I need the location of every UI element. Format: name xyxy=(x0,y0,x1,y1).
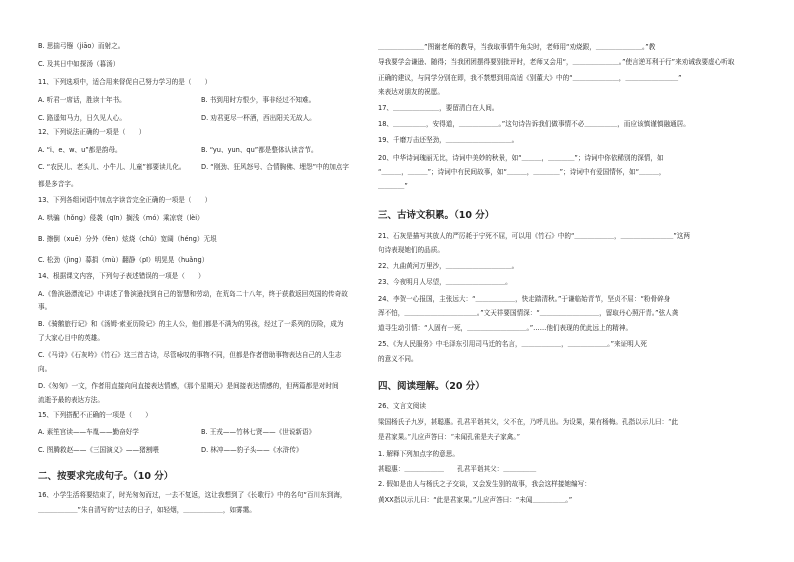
question-line: 18、＿＿＿＿＿，安得道，＿＿＿＿＿＿。”这句诗告诉我们做事情不必＿＿＿＿＿，而应该慎谨慎融通居。 xyxy=(378,120,690,128)
question-line: 19、千磨万击还坚劲，＿＿＿＿＿＿＿＿＿＿。 xyxy=(378,136,519,144)
question-line: 22、九曲黄河万里沙，＿＿＿＿＿＿＿＿＿＿。 xyxy=(378,262,519,270)
question-line: 24、李贺一心报国，主张远大：“＿＿＿＿＿＿，快走踏清秋。”于谦临始青节，坚贞不屈：“粉骨碎身 xyxy=(378,295,671,303)
question-line: C. 松劲（jìng）募捐（mù）翻静（pī）明晃晃（huǎng） xyxy=(38,256,209,264)
question-line: B. 擦倒（xuē）分外（fèn）炫烧（chǔ）宽阔（héng）无垠 xyxy=(38,235,217,243)
question-line: ＿＿＿＿＿＿”朱自清写的“过去的日子，如轻烟，＿＿＿＿＿＿，如雾霭。 xyxy=(38,506,256,514)
question-line: 来表达对朋友的祝愿。 xyxy=(378,88,444,96)
section-heading: 四、阅读理解。（20 分） xyxy=(378,381,485,392)
question-line: B. 思揣弓镪（jiāo）而射之。 xyxy=(38,42,125,50)
question-line: A. 哄骗（hǒng）侵袭（qīn）搁浅（mó）乘凉衰（lèi） xyxy=(38,214,204,222)
question-line: 13、下列各组词语中加点字读音完全正确的一项是（ ） xyxy=(38,196,212,204)
question-line: 黄XX指以示儿曰：“此是君家果。”儿应声答曰：“未闻＿＿＿＿＿。” xyxy=(378,496,573,504)
question-line: A. “i、e、w、u”都是韵母。 xyxy=(38,146,122,154)
question-line: D. 林冲——豹子头——《水浒传》 xyxy=(201,446,303,454)
question-line: B. 书到用时方恨少，事非经过不知难。 xyxy=(201,96,316,104)
question-line: D. 劝君更尽一杯酒，西出阳关无故人。 xyxy=(201,114,316,122)
question-line: ＿＿＿＿” xyxy=(378,182,408,190)
question-line: 事。 xyxy=(38,303,52,311)
question-line: 流逝予最的表达方法。 xyxy=(38,396,104,404)
question-line: D.《匆匆》一文，作者用直接向问直接表达情感，《那个星期天》是间接表达情感的，但两篇都是对时间 xyxy=(38,382,339,390)
question-line: 句诗表现她们的品质。 xyxy=(378,246,444,254)
section-heading: 二、按要求完成句子。（10 分） xyxy=(38,471,174,482)
question-line: C.《马诗》《石灰吟》《竹石》这三首古诗，尽管咏叹的事物不同，但都是作者借助事物表达自己的人生志 xyxy=(38,351,342,359)
question-line: C. 图腾救赵——《三国演义》——猪割喂 xyxy=(38,446,159,454)
question-line: C. 路遥知马力，日久见人心。 xyxy=(38,114,126,122)
question-line: 16、小学生活将要结束了，时光匆匆而过，一去不复返，这让我想到了《长歌行》中的名句“百川东到海， xyxy=(38,491,347,499)
question-line: 12、下列说法正确的一项是（ ） xyxy=(38,128,146,136)
question-line: B. 王戎——竹林七贤——《世说新语》 xyxy=(201,428,316,436)
question-line: B.《骑鹅旅行记》和《汤姆·索亚历险记》的主人公，他们都是不满为的男孩，经过了一系列的历险，成为 xyxy=(38,320,344,328)
question-line: 的意义不同。 xyxy=(378,355,418,363)
question-line: 都是多音字。 xyxy=(38,180,78,188)
question-line: ＿＿＿＿＿＿＿”图谢老师的教导，当我取事情牛角尖时，老师用“劝烧跟，＿＿＿＿＿＿＿。”教 xyxy=(378,43,656,51)
question-line: 甚聪惠：＿＿＿＿＿＿ 孔君平诣其父：＿＿＿＿＿ xyxy=(378,465,537,473)
question-line: 26、文言文阅读 xyxy=(378,402,426,410)
question-line: 向。 xyxy=(38,365,52,373)
question-line: 导我要学会谦逊、随得；当我团团摆得要别批评时，老师又会用“，＿＿＿＿＿＿＿。”使言逆耳利于行”来劝诫我要虚心听取 xyxy=(378,58,735,66)
question-line: C. “农民儿、老头儿、小牛儿、儿童”都要读儿化。 xyxy=(38,163,186,171)
question-line: 梁国杨氏子九岁，甚聪惠。孔君平诣其父，父不在，乃呼儿出。为设果，果有杨梅。孔指以示儿曰：“此 xyxy=(378,418,679,426)
question-line: 浑不怕，＿＿＿＿＿＿＿＿＿＿＿。”文天祥要国情深：“＿＿＿＿＿＿＿＿＿，留取丹心照汗青。”弦人龚 xyxy=(378,309,679,317)
question-line: 了大家心目中的英雄。 xyxy=(38,334,104,342)
question-line: 道寻生动引情：“人固有一死，＿＿＿＿＿＿＿＿＿。”……他们表现的优此远上的精神。 xyxy=(378,324,633,332)
question-line: A.《鲁滨逊漂流记》中讲述了鲁滨逊找到自己的智慧和劳动，在荒岛二十八年，终于获救返回英国的传奇故 xyxy=(38,290,348,298)
question-line: C. 及其日中如探汤（暮汤） xyxy=(38,60,120,68)
question-line: “＿＿＿，＿＿＿”；诗词中有民间故事，如“＿＿＿，＿＿＿＿”；诗词中有爱国情怀，如“＿＿＿， xyxy=(378,168,666,176)
question-line: 15、下列搭配不正确的一项是（ ） xyxy=(38,411,152,419)
question-line: B. “yu、yun、qu”都是整体认读音节。 xyxy=(201,146,318,154)
section-heading: 三、古诗文积累。（10 分） xyxy=(378,210,495,221)
question-line: 23、今夜明月人尽望，＿＿＿＿＿＿＿＿＿。 xyxy=(378,278,512,286)
question-line: 2. 假如是由人与杨氏之子交谈，又会发生别的故事，我会这样接她编写： xyxy=(378,480,591,488)
question-line: 17、＿＿＿＿＿＿＿，要留清白在人间。 xyxy=(378,104,499,112)
question-line: A. 听君一席话，胜读十年书。 xyxy=(38,96,126,104)
question-line: 1. 解释下列加点字的意思。 xyxy=(378,450,459,458)
question-line: 是君家果。”儿应声答曰：“未闻孔雀是夫子家禽。” xyxy=(378,433,520,441)
question-line: 20、中华诗词瑰丽无比，诗词中美妙的秋景，如“＿＿＿，＿＿＿＿”；诗词中你依稀别的深情，如 xyxy=(378,154,664,162)
question-line: 21、石灰是描写其放人的严厉耗于宁死不屈，可以用《竹石》中的“＿＿＿＿＿＿，＿＿＿＿＿＿＿＿”这两 xyxy=(378,232,690,240)
question-line: 11、下列选项中，适合用来督促自己努力学习的是（ ） xyxy=(38,78,212,86)
question-line: D. “刚劲、狂风怒号、合情胸佛、埋怨”中的加点字 xyxy=(201,163,349,171)
question-line: 14、根据课文内容，下列句子表述错误的一项是（ ） xyxy=(38,272,205,280)
question-line: 25、《为人民服务》中毛泽东引用司马迁的名言，＿＿＿＿＿＿，＿＿＿＿＿＿。”来证明人死 xyxy=(378,340,647,348)
question-line: 正确的建议，与同学分别在即，我不禁想到用高适《别董大》中的“＿＿＿＿＿＿＿，＿＿＿＿＿＿＿＿” xyxy=(378,74,682,82)
question-line: A. 素笙宫读——车胤——勤奋好学 xyxy=(38,428,139,436)
